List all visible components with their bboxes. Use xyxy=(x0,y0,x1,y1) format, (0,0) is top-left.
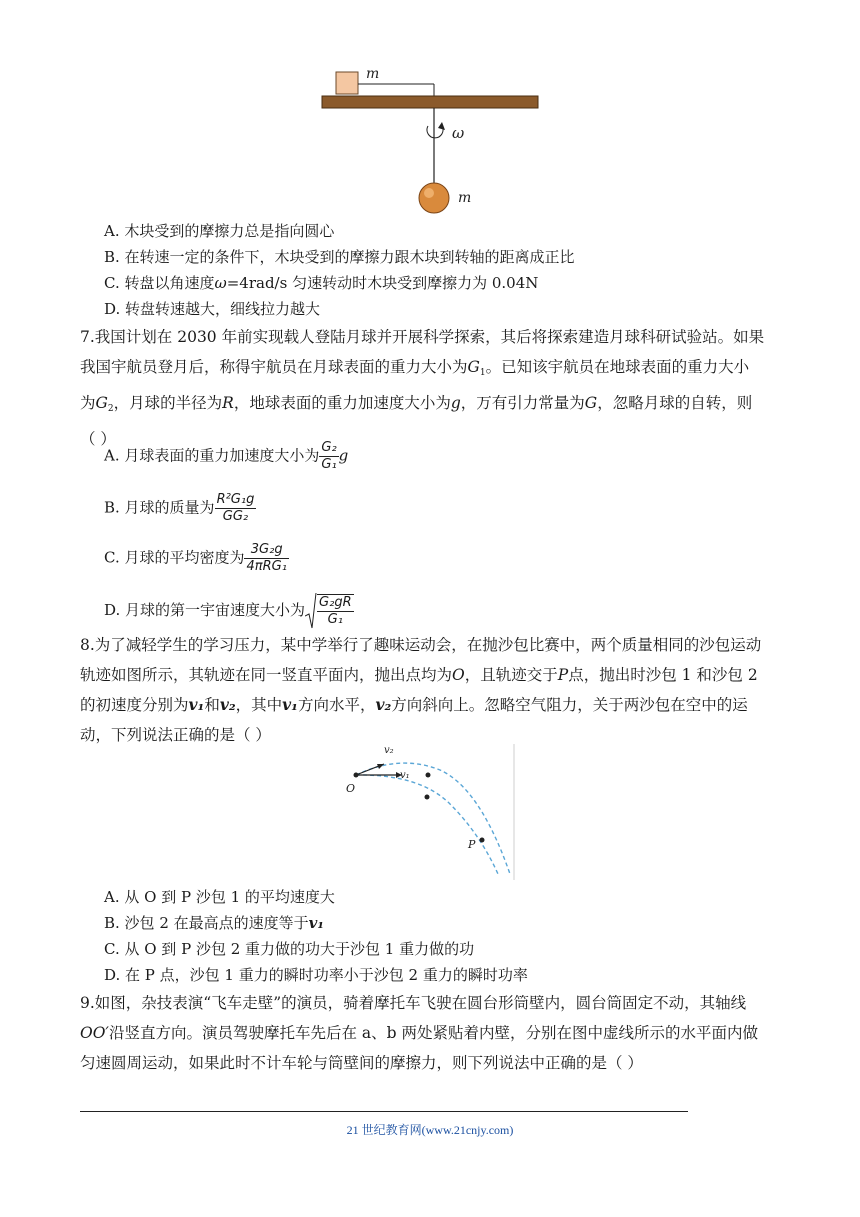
q7-line-4: （ ） xyxy=(80,430,116,448)
q6-option-c xyxy=(104,272,538,294)
turntable-figure xyxy=(318,60,548,220)
v1-label: v₁ xyxy=(400,770,410,781)
q8-stem xyxy=(80,630,780,750)
q8-option-a: A. 从 O 到 P 沙包 1 的平均速度大 xyxy=(104,888,335,906)
fraction: $\frac{\text{3G₂g}}{\text{4πRG₁}}$ xyxy=(246,542,287,574)
footer-text[interactable]: 21 世纪教育网(www.21cnjy.com) xyxy=(346,1123,514,1137)
q8-option-d: D. 在 P 点，沙包 1 重力的瞬时功率小于沙包 2 重力的瞬时功率 xyxy=(104,966,528,984)
q7-line-1: 7.我国计划在 2030 年前实现载人登陆月球并开展科学探索，其后将探索建造月球科研试验站。如果 xyxy=(80,328,765,346)
q6-option-a: A. 木块受到的摩擦力总是指向圆心 xyxy=(104,222,335,240)
q6-option-c-text: C. 转盘以角速度 xyxy=(104,274,215,292)
q6-option-b: B. 在转速一定的条件下，木块受到的摩擦力跟木块到转轴的距离成正比 xyxy=(104,248,575,266)
omega-label: ω xyxy=(452,124,465,142)
q7-line-3: 为$G_2$，月球的半径为R，地球表面的重力加速度大小为g，万有引力常量为G，忽略月球的自转，则 xyxy=(80,394,753,414)
q8-line-3: 的初速度分别为v₁和v₂，其中v₁方向水平，v₂方向斜向上。忽略空气阻力，关于两沙包在空中的运 xyxy=(80,695,748,714)
q7-line-2: 我国宇航员登月后，称得宇航员在月球表面的重力大小为$G_1$。已知该宇航员在地球表面的重力大小 xyxy=(80,358,750,378)
q9-stem xyxy=(80,988,780,1078)
q7-option-d: D. 月球的第一宇宙速度大小为 $\frac{\text{G₂gR}}{\text{G₁}}$ xyxy=(104,592,354,630)
q7-option-a: A. 月球表面的重力加速度大小为 $\frac{\text{G₂}}{\text{G₁}}$ g xyxy=(104,440,349,472)
q7-option-b: B. 月球的质量为 $\frac{\text{R²G₁g}}{\text{GG₂}}$ xyxy=(104,492,255,524)
q8-line-2: 轨迹如图所示，其轨迹在同一竖直平面内，抛出点均为O，且轨迹交于P点，抛出时沙包 1 和沙包 2 xyxy=(80,666,758,684)
q9-line-1: 9.如图，杂技表演“飞车走壁”的演员，骑着摩托车飞驶在圆台形筒壁内，圆台筒固定不动，其轴线 xyxy=(80,994,747,1012)
omega-symbol: ω xyxy=(214,274,227,292)
q7-option-c: C. 月球的平均密度为 $\frac{\text{3G₂g}}{\text{4πRG₁}}$ xyxy=(104,542,287,574)
q6-option-c-rest: =4rad/s 匀速转动时木块受到摩擦力为 0.04N xyxy=(226,274,539,292)
fraction: $\frac{\text{G₂}}{\text{G₁}}$ xyxy=(321,440,337,472)
ball-mass-label: m xyxy=(458,190,472,206)
q7-stem xyxy=(80,322,780,454)
origin-label: O xyxy=(346,782,356,795)
trajectory-figure xyxy=(340,744,520,880)
q9-line-2: OO′沿竖直方向。演员驾驶摩托车先后在 a、b 两处紧贴着内壁，分别在图中虚线所示的水平面内做 xyxy=(80,1024,758,1042)
q8-line-1: 8.为了减轻学生的学习压力，某中学举行了趣味运动会，在抛沙包比赛中，两个质量相同的沙包运动 xyxy=(80,636,762,654)
q8-option-c: C. 从 O 到 P 沙包 2 重力做的功大于沙包 1 重力做的功 xyxy=(104,940,475,958)
point-p-label: P xyxy=(468,838,476,851)
q9-line-3: 匀速圆周运动，如果此时不计车轮与筒壁间的摩擦力，则下列说法中正确的是（ ） xyxy=(80,1054,643,1072)
q8-line-4: 动，下列说法正确的是（ ） xyxy=(80,726,271,744)
block-mass-label: m xyxy=(366,66,380,82)
v2-label: v₂ xyxy=(384,745,394,756)
fraction: $\frac{\text{R²G₁g}}{\text{GG₂}}$ xyxy=(216,492,255,524)
q8-option-b: B. 沙包 2 在最高点的速度等于v₁ xyxy=(104,914,324,932)
footer-divider xyxy=(80,1111,688,1112)
square-root: $\frac{\text{G₂gR}}{\text{G₁}}$ xyxy=(305,592,354,630)
q6-option-d: D. 转盘转速越大，细线拉力越大 xyxy=(104,300,321,318)
